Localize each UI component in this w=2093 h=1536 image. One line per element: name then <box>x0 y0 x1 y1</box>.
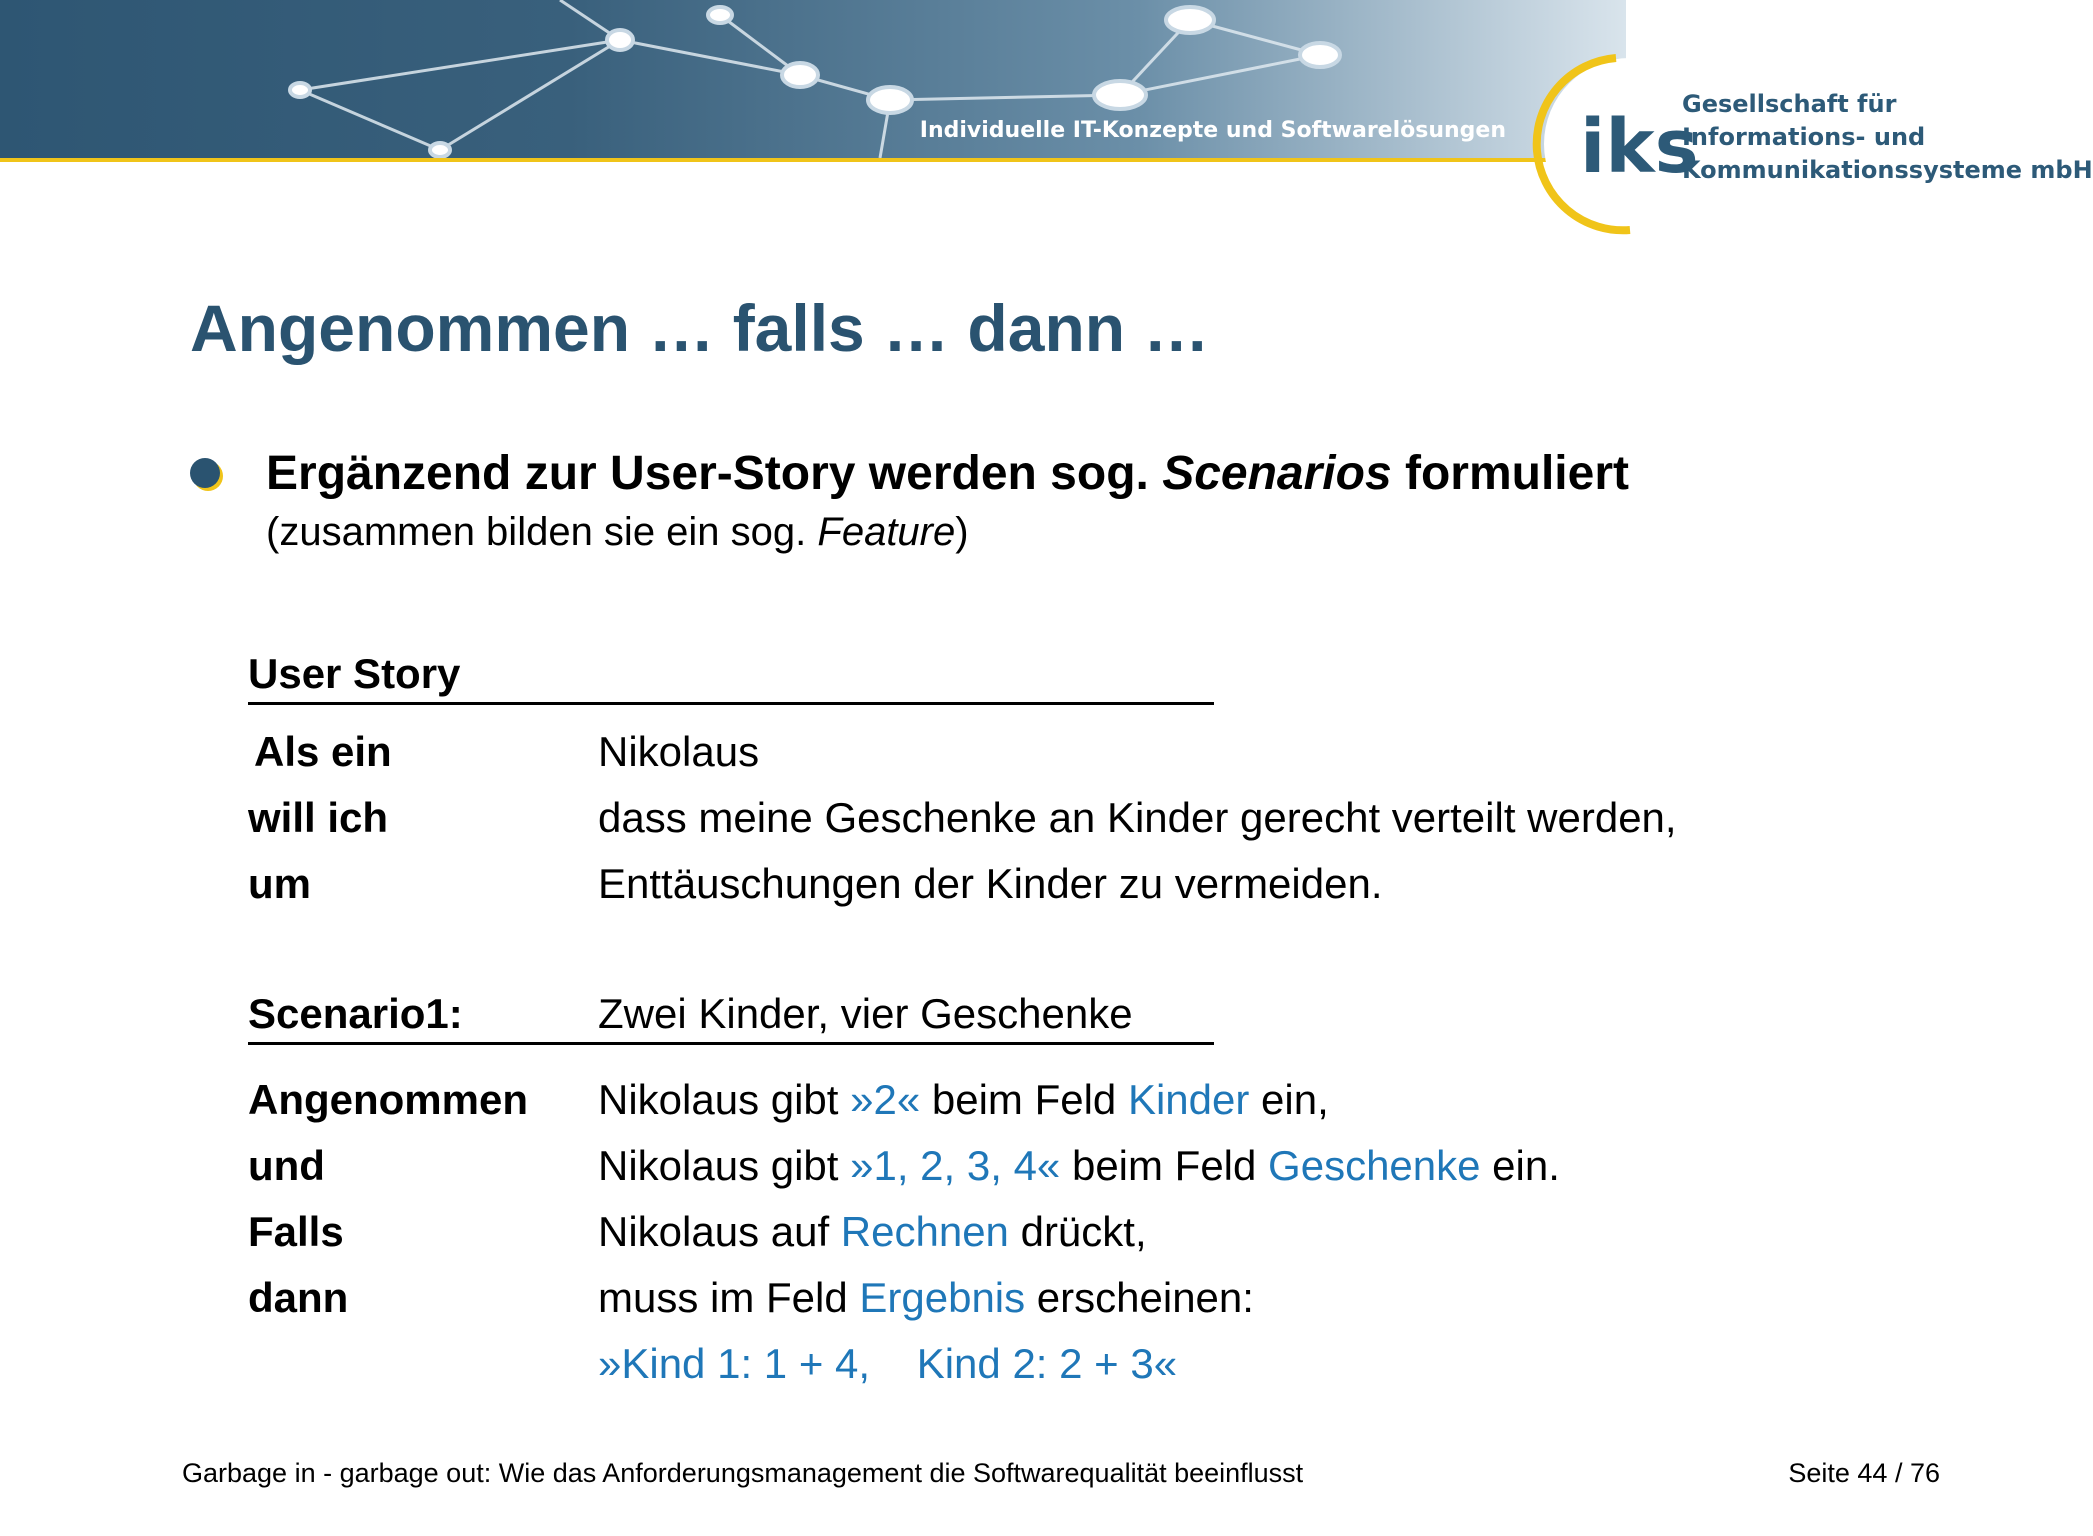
company-name-line: Informations- und <box>1682 123 1926 151</box>
bullet-main-emphasis: Scenarios <box>1162 447 1392 500</box>
bullet-main-text <box>266 446 1629 501</box>
bullet-main-pre: Ergänzend zur User-Story werden sog. <box>266 447 1163 500</box>
row-key: Falls <box>248 1208 344 1255</box>
scenario-label: Scenario1: <box>248 990 463 1037</box>
page-number: Seite 44 / 76 <box>1788 1458 1940 1488</box>
company-logo <box>1520 52 2093 232</box>
scenario-result: »Kind 1: 1 + 4, Kind 2: 2 + 3« <box>598 1340 1178 1387</box>
value-highlight: Rechnen <box>840 1208 1009 1255</box>
row-value <box>598 1076 1329 1124</box>
bullet-main-post: formuliert <box>1391 447 1629 500</box>
row-value: Nikolaus <box>598 728 760 775</box>
header-banner <box>0 0 1626 158</box>
company-name-line: Kommunikationssysteme mbH <box>1682 156 2093 184</box>
value-highlight: Kinder <box>1127 1076 1250 1123</box>
value-highlight: Ergebnis <box>859 1274 1026 1321</box>
row-value: Enttäuschungen der Kinder zu vermeiden. <box>598 860 1383 907</box>
value-highlight: »1, 2, 3, 4« <box>850 1142 1061 1189</box>
iks-logo-icon <box>1520 52 1699 232</box>
row-value <box>598 1274 1254 1322</box>
bullet-sub-post: ) <box>955 510 969 554</box>
scenario-heading <box>248 990 1214 1045</box>
value-text: beim Feld <box>1060 1142 1269 1189</box>
value-text: drückt, <box>1008 1208 1147 1255</box>
row-value <box>598 1208 1147 1256</box>
value-text: Nikolaus gibt <box>598 1142 851 1189</box>
logo-letters: iks <box>1580 104 1699 190</box>
scenario-title: Zwei Kinder, vier Geschenke <box>598 990 1133 1037</box>
header-accent-rule <box>0 158 1570 162</box>
row-key: Als ein <box>254 728 392 775</box>
value-highlight: Geschenke <box>1268 1142 1481 1189</box>
row-value: dass meine Geschenke an Kinder gerecht verteilt werden, <box>598 794 1677 841</box>
row-key: und <box>248 1142 325 1189</box>
footer-title: Garbage in - garbage out: Wie das Anforderungsmanagement die Softwarequalität beeinflusst <box>182 1458 1304 1488</box>
company-name-line: Gesellschaft für <box>1682 90 1897 118</box>
row-value <box>598 1142 1560 1190</box>
value-text: erscheinen: <box>1025 1274 1254 1321</box>
header-slogan: Individuelle IT-Konzepte und Softwarelösungen <box>919 118 1506 143</box>
row-key: will ich <box>248 794 389 841</box>
user-story-label: User Story <box>248 650 461 697</box>
company-name <box>1682 88 2093 187</box>
value-text: ein, <box>1249 1076 1329 1123</box>
slide-title: Angenommen … falls … dann … <box>190 291 1210 365</box>
user-story-heading <box>248 650 1214 705</box>
value-text: ein. <box>1480 1142 1560 1189</box>
bullet-sub-emphasis: Feature <box>817 510 956 554</box>
row-key: Angenommen <box>248 1076 529 1123</box>
row-key: dann <box>248 1274 349 1321</box>
bullet-sub-pre: (zusammen bilden sie ein sog. <box>266 510 818 554</box>
value-text: Nikolaus auf <box>598 1208 841 1255</box>
value-text: beim Feld <box>920 1076 1128 1123</box>
value-text: Nikolaus gibt <box>598 1076 851 1123</box>
value-text: muss im Feld <box>598 1274 860 1321</box>
row-key: um <box>248 860 311 907</box>
value-highlight: »2« <box>850 1076 921 1123</box>
bullet-sub-text <box>266 510 969 555</box>
bullet-dot-icon <box>190 458 220 488</box>
